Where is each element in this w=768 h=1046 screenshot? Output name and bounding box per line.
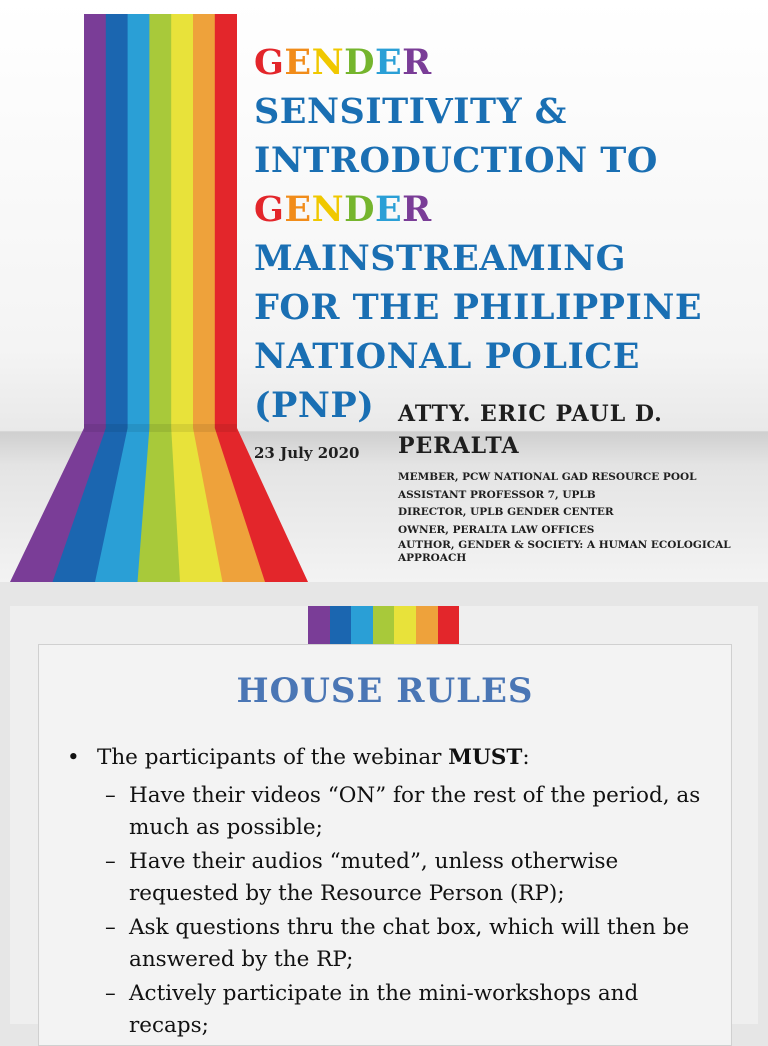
- bullet-icon: •: [67, 745, 80, 770]
- gender-letter: E: [284, 42, 312, 83]
- rainbow-stripe: [193, 14, 215, 428]
- credential-line: MEMBER, PCW NATIONAL GAD RESOURCE POOL: [398, 471, 697, 483]
- credential-line: OWNER, PERALTA LAW OFFICES: [398, 523, 595, 536]
- presentation-date: 23 July 2020: [254, 444, 360, 462]
- list-item: [105, 978, 717, 1042]
- rainbow-stripe: [149, 14, 171, 428]
- rules-intro-text: [97, 742, 530, 774]
- gender-letter: R: [402, 189, 432, 230]
- title-line: SENSITIVITY &: [254, 91, 567, 132]
- title-line: NATIONAL POLICE: [254, 336, 640, 377]
- dash-icon: –: [105, 915, 116, 940]
- gender-letter: G: [254, 189, 285, 230]
- intro-emphasis: MUST: [448, 745, 523, 770]
- dash-icon: –: [105, 849, 116, 874]
- slide-title: [254, 38, 764, 430]
- gender-letter: N: [311, 189, 345, 230]
- rule-text: Have their videos “ON” for the rest of the period, as much as possible;: [129, 783, 701, 840]
- stripe-segment: [351, 606, 373, 644]
- rule-text: Have their audios “muted”, unless otherwise requested by the Resource Person (RP);: [129, 849, 619, 906]
- rules-sub-list: [105, 780, 717, 1042]
- rainbow-stripe: [215, 14, 237, 428]
- intro-colon: :: [522, 745, 530, 770]
- gender-letter: D: [344, 42, 375, 83]
- gender-letter: D: [344, 189, 375, 230]
- dash-icon: –: [105, 981, 116, 1006]
- house-rules-slide: [10, 606, 758, 1038]
- gender-letter: E: [374, 189, 403, 230]
- rule-text: Ask questions thru the chat box, which will then be answered by the RP;: [129, 915, 690, 972]
- rule-text: Actively participate in the mini-workshops and recaps;: [129, 981, 639, 1038]
- rainbow-stripe: [171, 14, 193, 428]
- stripe-segment: [438, 606, 460, 644]
- speaker-name: [398, 398, 758, 462]
- gender-letter: G: [254, 42, 285, 83]
- intro-text: The participants of the webinar: [97, 745, 449, 770]
- rainbow-stripe-bar: [308, 606, 459, 644]
- rules-intro: [67, 742, 717, 774]
- rainbow-stripe: [128, 14, 150, 428]
- stripe-segment: [394, 606, 416, 644]
- stripe-segment: [308, 606, 330, 644]
- dash-icon: –: [105, 783, 116, 808]
- list-item: [105, 912, 717, 976]
- stripe-fold-shadow: [84, 424, 237, 432]
- title-line-gender-2: [254, 185, 764, 234]
- speaker-name-line1: ATTY. ERIC PAUL D.: [398, 401, 663, 427]
- gender-letter: N: [311, 42, 345, 83]
- gender-letter: R: [402, 42, 432, 83]
- credential-line: APPROACH: [398, 552, 467, 564]
- speaker-name-line2: PERALTA: [398, 433, 520, 459]
- house-rules-title: HOUSE RULES: [236, 671, 534, 711]
- stripe-segment: [416, 606, 438, 644]
- stripe-segment: [373, 606, 395, 644]
- title-line: FOR THE PHILIPPINE: [254, 287, 703, 328]
- speaker-credentials: [398, 469, 768, 565]
- title-line: (PNP): [254, 385, 375, 426]
- title-line-gender-1: [254, 38, 764, 87]
- title-line: INTRODUCTION TO: [254, 140, 658, 181]
- stripe-segment: [330, 606, 352, 644]
- credential-line: AUTHOR, GENDER & SOCIETY: A HUMAN ECOLOGICAL: [398, 539, 731, 551]
- house-rules-card: [38, 644, 732, 1046]
- list-item: [105, 780, 717, 844]
- credential-line: DIRECTOR, UPLB GENDER CENTER: [398, 506, 614, 518]
- list-item: [105, 846, 717, 910]
- title-line: MAINSTREAMING: [254, 238, 627, 279]
- rules-list: [67, 742, 717, 1044]
- gender-letter: E: [374, 42, 403, 83]
- rainbow-stripe: [84, 14, 106, 428]
- rainbow-stripe: [106, 14, 128, 428]
- gender-letter: E: [284, 189, 312, 230]
- credential-line: ASSISTANT PROFESSOR 7, UPLB: [398, 488, 596, 501]
